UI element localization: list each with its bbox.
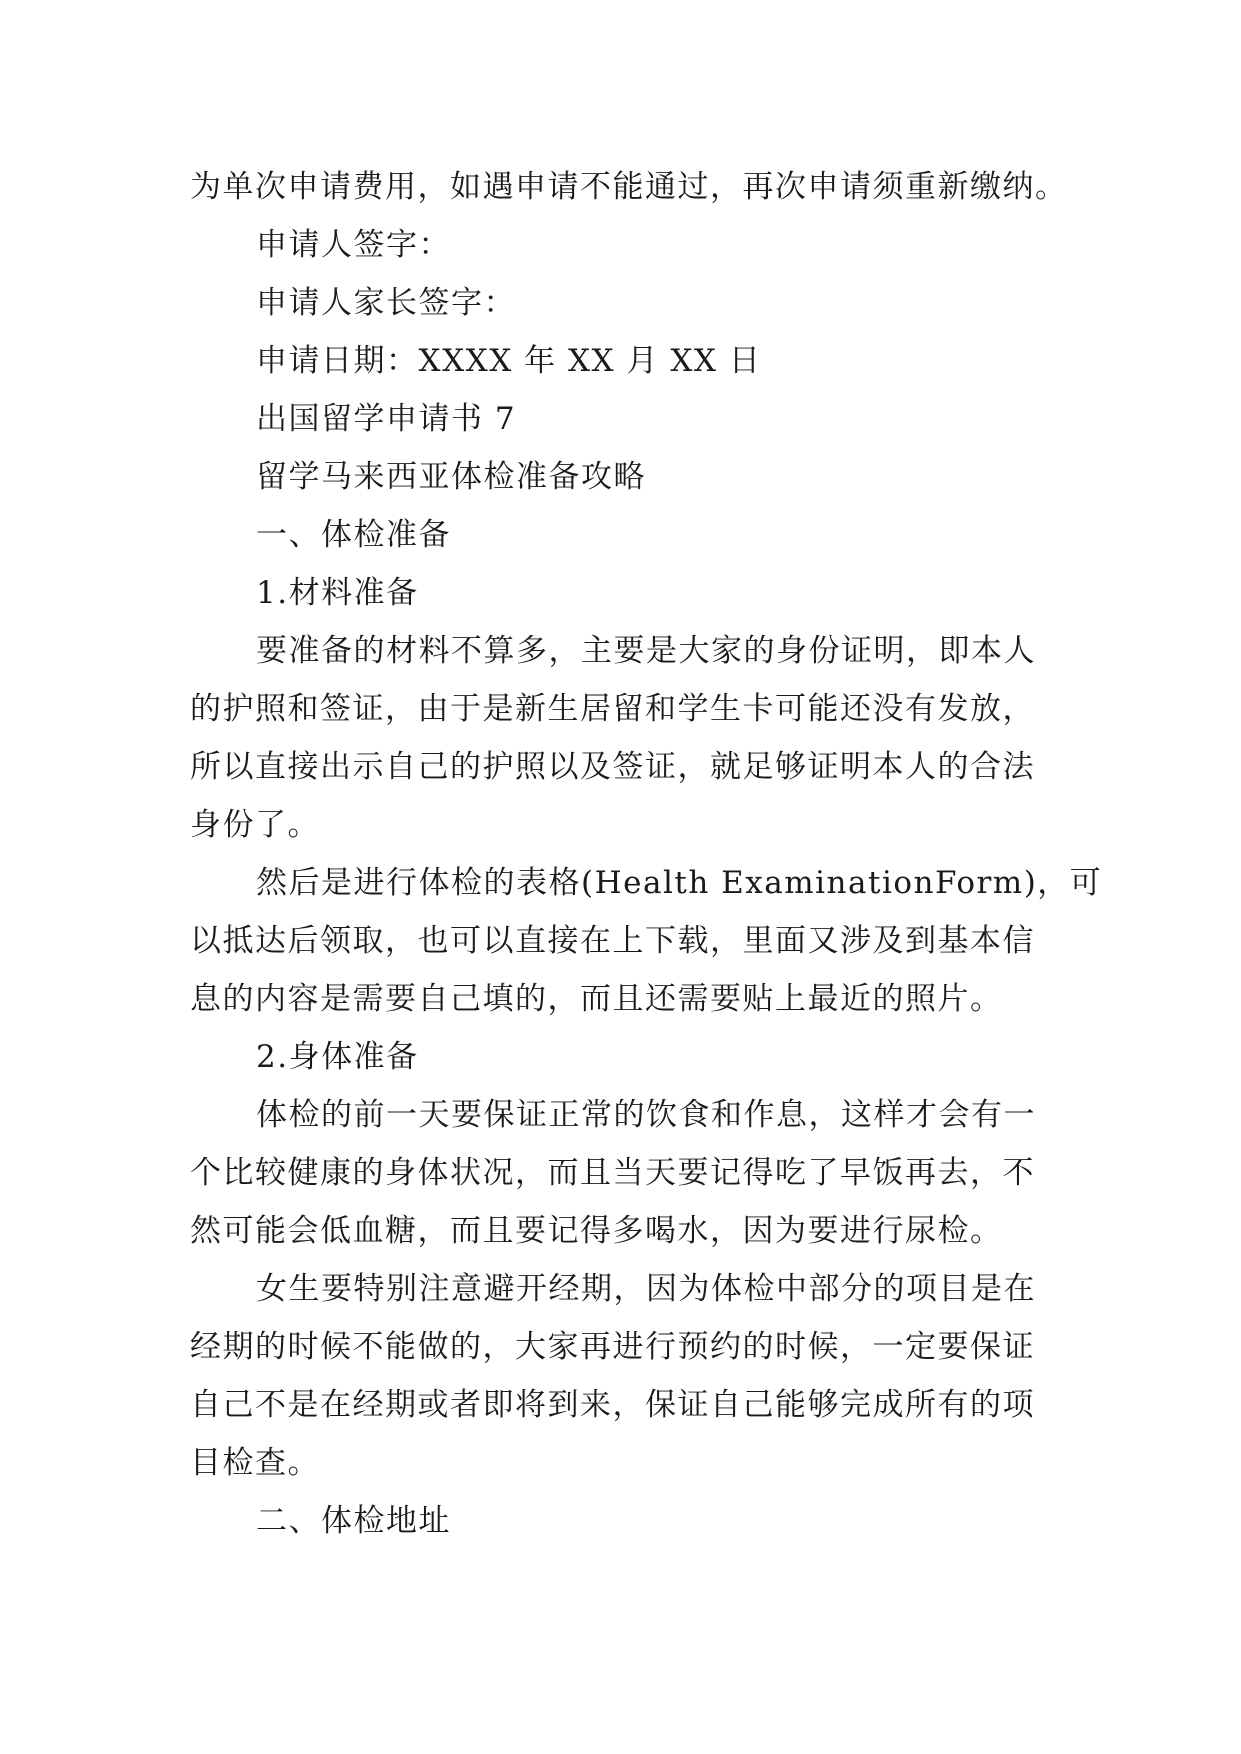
text-line: 目检查。 <box>190 1445 320 1481</box>
application-date-label: 申请日期：XXXX 年 XX 月 XX 日 <box>256 343 762 379</box>
text-line: 然可能会低血糖，而且要记得多喝水，因为要进行尿检。 <box>190 1213 1003 1249</box>
text-line: 体检的前一天要保证正常的饮食和作息，这样才会有一 <box>256 1097 1036 1133</box>
applicant-signature-label: 申请人签字： <box>256 227 451 263</box>
parent-signature-label: 申请人家长签字： <box>256 285 516 321</box>
text-line: 身份了。 <box>190 807 320 843</box>
text-line: 女生要特别注意避开经期，因为体检中部分的项目是在 <box>256 1271 1036 1307</box>
text-line: 以抵达后领取，也可以直接在上下载，里面又涉及到基本信 <box>190 923 1035 959</box>
subheading-1: 1.材料准备 <box>256 575 419 611</box>
heading-1: 一、体检准备 <box>256 517 451 553</box>
text-line: 个比较健康的身体状况，而且当天要记得吃了早饭再去，不 <box>190 1155 1035 1191</box>
document-body <box>190 158 1103 1550</box>
heading-2: 二、体检地址 <box>256 1503 451 1539</box>
text-line: 的护照和签证，由于是新生居留和学生卡可能还没有发放， <box>190 691 1035 727</box>
text-line: 经期的时候不能做的，大家再进行预约的时候，一定要保证 <box>190 1329 1035 1365</box>
text-line: 为单次申请费用，如遇申请不能通过，再次申请须重新缴纳。 <box>190 169 1068 205</box>
section-title: 出国留学申请书 7 <box>256 401 517 437</box>
text-line: 自己不是在经期或者即将到来，保证自己能够完成所有的项 <box>190 1387 1035 1423</box>
text-line: 所以直接出示自己的护照以及签证，就足够证明本人的合法 <box>190 749 1035 785</box>
text-line: 息的内容是需要自己填的，而且还需要贴上最近的照片。 <box>190 981 1003 1017</box>
text-line: 然后是进行体检的表格(Health ExaminationForm)，可 <box>256 865 1103 901</box>
article-title: 留学马来西亚体检准备攻略 <box>256 459 646 495</box>
text-line: 要准备的材料不算多，主要是大家的身份证明，即本人 <box>256 633 1036 669</box>
subheading-2: 2.身体准备 <box>256 1039 419 1075</box>
